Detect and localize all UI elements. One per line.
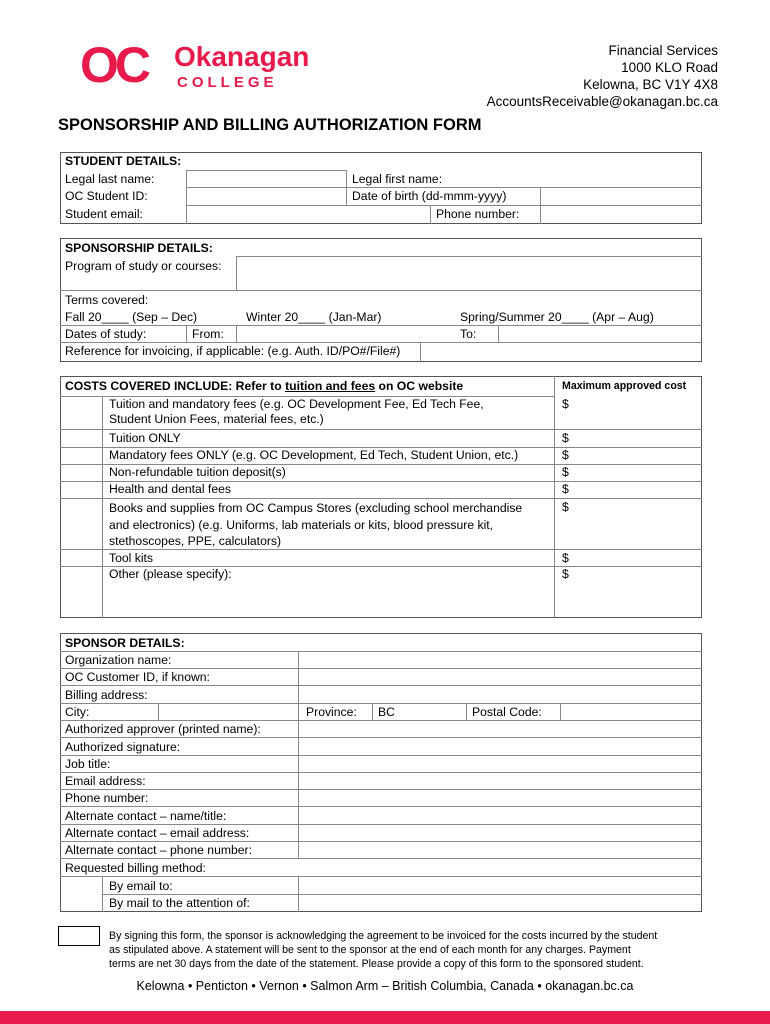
alt-name-field[interactable] — [300, 807, 700, 823]
cost-item-2: Tuition ONLY — [109, 431, 181, 445]
label-alt-phone: Alternate contact – phone number: — [65, 843, 252, 857]
footer-band — [0, 1011, 770, 1024]
label-phone: Phone number: — [65, 791, 149, 805]
label-last-name: Legal last name: — [65, 172, 155, 186]
job-field[interactable] — [300, 756, 700, 771]
cost-amount-7[interactable]: $ — [562, 551, 569, 565]
postal-field[interactable] — [562, 704, 700, 719]
max-cost-heading: Maximum approved cost — [562, 380, 687, 392]
checkbox-cost-1[interactable] — [61, 397, 101, 428]
label-job: Job title: — [65, 757, 111, 771]
sponsorship-heading: SPONSORSHIP DETAILS: — [65, 241, 213, 255]
cost-item-3: Mandatory fees ONLY (e.g. OC Development, Ed Tech, Student Union, etc.) — [109, 448, 519, 462]
label-city: City: — [65, 705, 90, 719]
reference-field[interactable] — [422, 344, 700, 360]
label-approver: Authorized approver (printed name): — [65, 722, 261, 736]
city-field[interactable] — [160, 704, 296, 719]
cost-amount-3[interactable]: $ — [562, 448, 569, 462]
first-name-field[interactable] — [448, 171, 700, 186]
agreement-checkbox[interactable] — [58, 926, 100, 946]
label-student-email: Student email: — [65, 207, 143, 221]
checkbox-by-mail[interactable] — [61, 895, 101, 911]
by-email-field[interactable] — [300, 877, 700, 893]
cost-item-5: Health and dental fees — [109, 482, 231, 496]
agreement-text — [109, 929, 657, 971]
label-phone: Phone number: — [436, 207, 520, 221]
approver-field[interactable] — [300, 721, 700, 736]
term-winter[interactable]: Winter 20____ (Jan-Mar) — [246, 310, 382, 324]
checkbox-cost-6[interactable] — [61, 499, 101, 548]
costs-heading — [65, 379, 463, 394]
checkbox-cost-2[interactable] — [61, 430, 101, 446]
last-name-field[interactable] — [188, 171, 344, 186]
phone-field-sponsor[interactable] — [300, 790, 700, 805]
cost-item-4: Non-refundable tuition deposit(s) — [109, 465, 286, 479]
address-block — [487, 42, 718, 110]
email-field[interactable] — [300, 773, 700, 788]
footer-locations: Kelowna • Penticton • Vernon • Salmon Arm – British Columbia, Canada • okanagan.bc.ca — [136, 979, 634, 993]
province-value[interactable]: BC — [378, 705, 395, 719]
org-field[interactable] — [300, 652, 700, 667]
checkbox-cost-8[interactable] — [61, 567, 101, 617]
logo-name: Okanagan — [174, 41, 310, 72]
term-fall[interactable]: Fall 20____ (Sep – Dec) — [65, 310, 198, 324]
label-reference: Reference for invoicing, if applicable: (e.g. Auth. ID/PO#/File#) — [65, 344, 401, 358]
label-signature: Authorized signature: — [65, 740, 181, 754]
cost-item-line: stethoscopes, PPE, calculators) — [109, 534, 282, 548]
checkbox-cost-5[interactable] — [61, 482, 101, 497]
sponsor-heading: SPONSOR DETAILS: — [65, 636, 185, 650]
label-program: Program of study or courses: — [65, 259, 222, 273]
costs-heading-post: on OC website — [375, 379, 464, 393]
phone-field[interactable] — [542, 206, 700, 222]
label-terms: Terms covered: — [65, 293, 149, 307]
cost-amount-4[interactable]: $ — [562, 465, 569, 479]
cost-item-7: Tool kits — [109, 551, 154, 565]
cost-amount-8[interactable]: $ — [562, 567, 569, 581]
student-email-field[interactable] — [188, 206, 428, 222]
label-method: Requested billing method: — [65, 861, 206, 875]
label-province: Province: — [306, 705, 357, 719]
cost-amount-5[interactable]: $ — [562, 482, 569, 496]
address-email: AccountsReceivable@okanagan.bc.ca — [486, 94, 718, 109]
label-alt-name: Alternate contact – name/title: — [65, 809, 227, 823]
checkbox-cost-4[interactable] — [61, 465, 101, 480]
label-first-name: Legal first name: — [352, 172, 443, 186]
signature-field[interactable] — [300, 738, 700, 754]
cost-item-1 — [109, 397, 484, 427]
by-mail-field[interactable] — [300, 895, 700, 911]
label-billing: Billing address: — [65, 688, 148, 702]
agreement-line: By signing this form, the sponsor is acknowledging the agreement to be invoiced for the costs incurred by the student — [109, 930, 658, 942]
page-title: SPONSORSHIP AND BILLING AUTHORIZATION FORM — [58, 116, 482, 134]
cost-item-8: Other (please specify): — [109, 567, 232, 581]
label-email: Email address: — [65, 774, 146, 788]
label-from: From: — [192, 327, 224, 341]
label-by-mail: By mail to the attention of: — [109, 896, 250, 910]
cost-item-6 — [109, 500, 522, 550]
cost-amount-2[interactable]: $ — [562, 431, 569, 445]
program-field[interactable] — [238, 258, 700, 288]
address-line: 1000 KLO Road — [621, 60, 718, 75]
logo-sub: COLLEGE — [177, 74, 278, 91]
label-dob: Date of birth (dd-mmm-yyyy) — [352, 189, 507, 203]
term-spring[interactable]: Spring/Summer 20____ (Apr – Aug) — [460, 310, 654, 324]
from-field[interactable] — [238, 326, 496, 341]
label-org: Organization name: — [65, 653, 172, 667]
checkbox-by-email[interactable] — [61, 877, 101, 893]
agreement-line: terms are net 30 days from the date of the statement. Please provide a copy of this form to the sponsored student. — [109, 958, 644, 970]
logo-mark: OC — [80, 37, 147, 93]
customer-id-field[interactable] — [300, 669, 700, 684]
cost-item-line: Books and supplies from OC Campus Stores (excluding school merchandise — [109, 501, 523, 515]
cost-item-line: and electronics) (e.g. Uniforms, lab materials or kits, blood pressure kit, — [109, 517, 494, 532]
label-dates: Dates of study: — [65, 327, 147, 341]
dob-field[interactable] — [542, 188, 700, 204]
label-by-email: By email to: — [109, 879, 173, 893]
label-alt-email: Alternate contact – email address: — [65, 826, 250, 840]
cost-amount-6[interactable]: $ — [562, 500, 569, 514]
cost-amount-1[interactable]: $ — [562, 397, 569, 411]
label-to: To: — [460, 327, 477, 341]
address-line: Kelowna, BC V1Y 4X8 — [583, 77, 718, 92]
student-heading: STUDENT DETAILS: — [65, 154, 182, 168]
alt-phone-field[interactable] — [300, 842, 700, 857]
agreement-line: as stipulated above. A statement will be sent to the sponsor at the end of each month for any charges. Payment — [109, 944, 631, 956]
label-postal: Postal Code: — [472, 705, 542, 719]
alt-email-field[interactable] — [300, 825, 700, 840]
costs-heading-pre: COSTS COVERED INCLUDE: Refer to — [65, 379, 286, 393]
billing-field[interactable] — [300, 686, 700, 702]
address-line: Financial Services — [608, 43, 718, 58]
cost-item-line: Student Union Fees, material fees, etc.) — [109, 412, 324, 426]
to-field[interactable] — [500, 326, 700, 341]
checkbox-cost-7[interactable] — [61, 550, 101, 565]
label-customer-id: OC Customer ID, if known: — [65, 670, 210, 684]
label-student-id: OC Student ID: — [65, 189, 148, 203]
tuition-fees-link[interactable]: tuition and fees — [285, 379, 376, 393]
cost-item-line: Tuition and mandatory fees (e.g. OC Development Fee, Ed Tech Fee, — [109, 397, 484, 411]
student-id-field[interactable] — [188, 188, 344, 204]
checkbox-cost-3[interactable] — [61, 448, 101, 463]
